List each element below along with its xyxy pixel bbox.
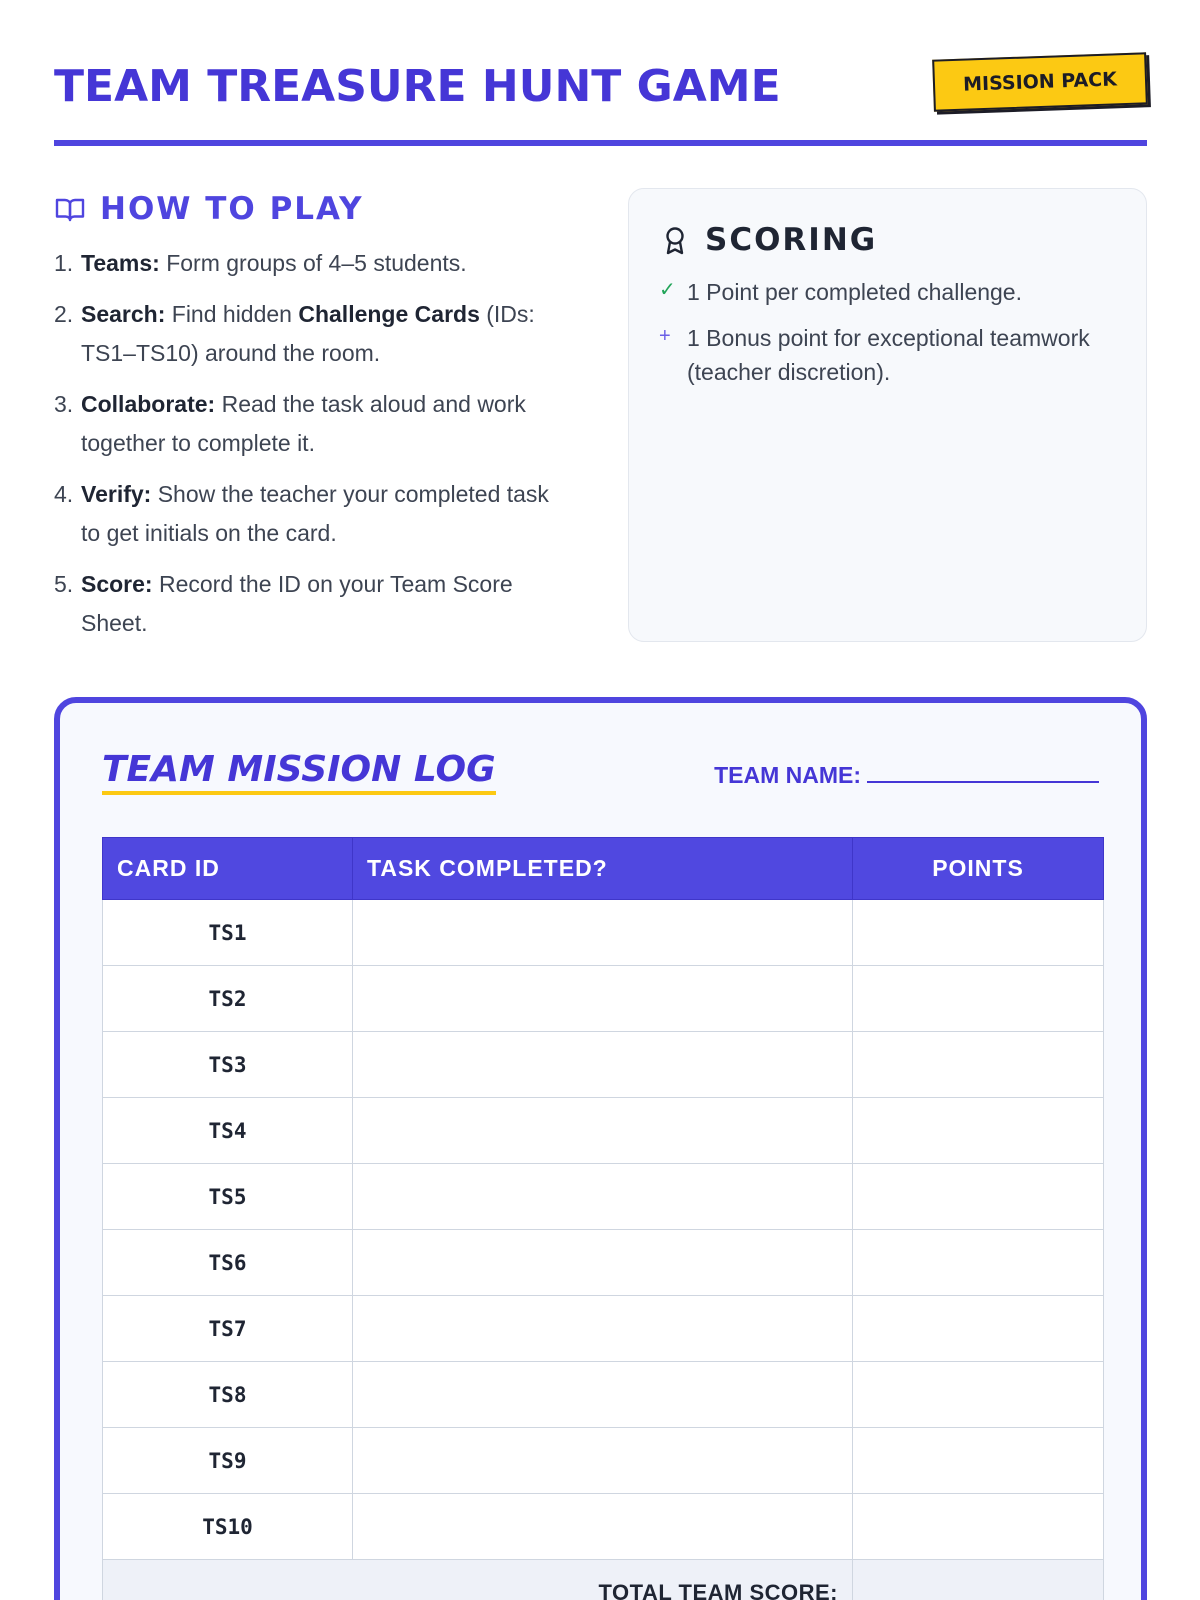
card-id-cell: TS6	[103, 1230, 353, 1296]
mission-log-body	[103, 900, 1104, 1600]
step-text: Find hidden	[165, 301, 299, 327]
team-name-field[interactable]	[714, 759, 1099, 789]
step-emphasis: Challenge Cards	[298, 301, 480, 327]
instruction-step	[54, 295, 574, 373]
scoring-rule	[659, 321, 1119, 389]
instruction-step	[54, 385, 574, 463]
total-team-score-cell[interactable]	[853, 1560, 1104, 1600]
card-id-cell: TS5	[103, 1164, 353, 1230]
table-row	[103, 1230, 1104, 1296]
step-number: 1.	[54, 250, 74, 276]
task-completed-cell[interactable]	[353, 1032, 853, 1098]
task-completed-cell[interactable]	[353, 966, 853, 1032]
step-number: 5.	[54, 571, 74, 597]
mission-log-table	[102, 837, 1104, 1600]
points-cell[interactable]	[853, 1098, 1104, 1164]
points-cell[interactable]	[853, 1164, 1104, 1230]
table-row	[103, 1362, 1104, 1428]
mission-pack-badge: MISSION PACK	[932, 52, 1148, 111]
points-cell[interactable]	[853, 966, 1104, 1032]
step-number: 2.	[54, 301, 74, 327]
card-id-cell: TS8	[103, 1362, 353, 1428]
points-cell[interactable]	[853, 1428, 1104, 1494]
card-id-cell: TS7	[103, 1296, 353, 1362]
points-cell[interactable]	[853, 900, 1104, 966]
card-id-cell: TS1	[103, 900, 353, 966]
instruction-step	[54, 244, 574, 283]
total-team-score-label: TOTAL TEAM SCORE:	[103, 1560, 853, 1600]
step-label: Search:	[81, 301, 166, 327]
plus-icon: +	[659, 325, 671, 347]
mission-log-title: TEAM MISSION LOG	[102, 749, 496, 795]
table-row	[103, 1098, 1104, 1164]
card-id-cell: TS3	[103, 1032, 353, 1098]
column-header-points: POINTS	[853, 838, 1104, 900]
team-mission-log-panel	[54, 697, 1147, 1600]
task-completed-cell[interactable]	[353, 1362, 853, 1428]
task-completed-cell[interactable]	[353, 1428, 853, 1494]
worksheet-page	[54, 0, 1147, 1600]
column-header-task-completed: TASK COMPLETED?	[353, 838, 853, 900]
scoring-rules-list	[659, 275, 1119, 401]
instruction-step	[54, 475, 574, 553]
how-to-play-heading	[54, 186, 574, 232]
how-to-play-section	[54, 186, 574, 655]
task-completed-cell[interactable]	[353, 1098, 853, 1164]
step-label: Teams:	[81, 250, 160, 276]
scoring-rule-text: 1 Point per completed challenge.	[687, 279, 1022, 305]
scoring-rule-text: 1 Bonus point for exceptional teamwork (teacher discretion).	[687, 325, 1090, 385]
step-number: 3.	[54, 391, 74, 417]
table-row	[103, 1494, 1104, 1560]
step-text: Form groups of 4–5 students.	[159, 250, 467, 276]
table-header-row	[103, 838, 1104, 900]
task-completed-cell[interactable]	[353, 900, 853, 966]
points-cell[interactable]	[853, 1362, 1104, 1428]
task-completed-cell[interactable]	[353, 1494, 853, 1560]
page-header	[54, 50, 1147, 146]
open-book-icon	[54, 193, 86, 225]
task-completed-cell[interactable]	[353, 1296, 853, 1362]
points-cell[interactable]	[853, 1494, 1104, 1560]
total-score-row	[103, 1560, 1104, 1600]
step-label: Verify:	[81, 481, 152, 507]
column-header-card-id: CARD ID	[103, 838, 353, 900]
table-row	[103, 1164, 1104, 1230]
header-divider	[54, 140, 1147, 146]
table-row	[103, 1032, 1104, 1098]
card-id-cell: TS9	[103, 1428, 353, 1494]
team-name-blank-line[interactable]	[867, 759, 1099, 783]
table-row	[103, 966, 1104, 1032]
table-row	[103, 900, 1104, 966]
scoring-card	[628, 188, 1147, 642]
step-text: (IDs: TS1–TS10) around the room.	[81, 301, 535, 366]
check-icon: ✓	[659, 279, 676, 301]
instruction-list	[54, 244, 574, 643]
points-cell[interactable]	[853, 1230, 1104, 1296]
table-row	[103, 1428, 1104, 1494]
card-id-cell: TS4	[103, 1098, 353, 1164]
task-completed-cell[interactable]	[353, 1230, 853, 1296]
table-row	[103, 1296, 1104, 1362]
card-id-cell: TS10	[103, 1494, 353, 1560]
card-id-cell: TS2	[103, 966, 353, 1032]
points-cell[interactable]	[853, 1296, 1104, 1362]
task-completed-cell[interactable]	[353, 1164, 853, 1230]
scoring-title: SCORING	[705, 222, 878, 258]
points-cell[interactable]	[853, 1032, 1104, 1098]
step-text: Show the teacher your completed task to get initials on the card.	[81, 481, 549, 546]
award-ribbon-icon	[659, 224, 691, 256]
step-text: Read the task aloud and work together to complete it.	[81, 391, 526, 456]
page-title: TEAM TREASURE HUNT GAME	[54, 61, 781, 112]
step-text: Record the ID on your Team Score Sheet.	[81, 571, 513, 636]
scoring-heading	[659, 217, 877, 263]
how-to-play-title: HOW TO PLAY	[100, 191, 364, 227]
step-label: Score:	[81, 571, 153, 597]
step-label: Collaborate:	[81, 391, 216, 417]
team-name-label: TEAM NAME:	[714, 762, 861, 788]
instruction-step	[54, 565, 574, 643]
step-number: 4.	[54, 481, 74, 507]
scoring-rule	[659, 275, 1119, 309]
